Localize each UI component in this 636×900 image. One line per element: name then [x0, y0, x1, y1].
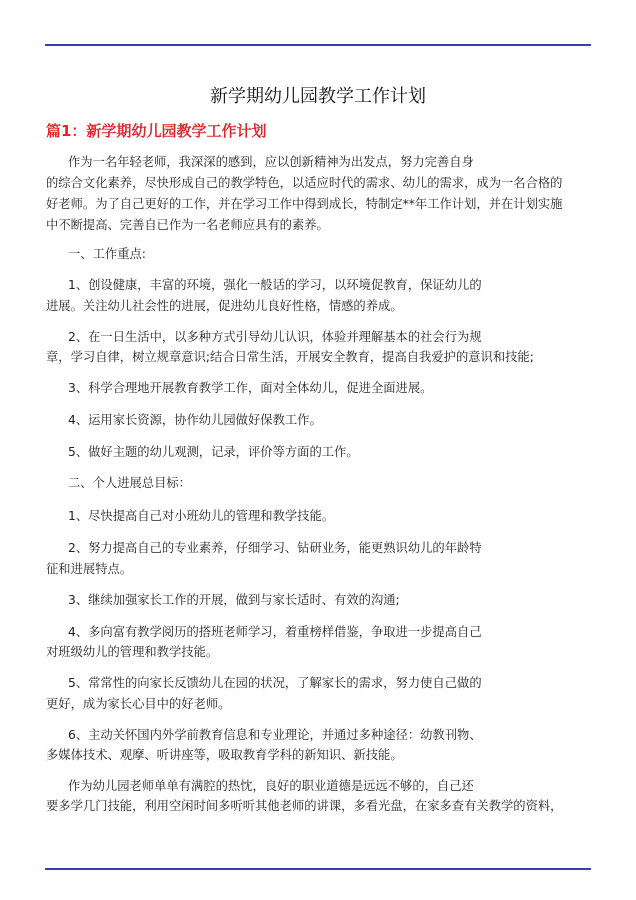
text-line: 4、多向富有教学阅历的搭班老师学习，着重榜样借鉴，争取进一步提高自己	[68, 625, 482, 639]
text-line: 多媒体技术、观摩、听讲座等，吸取教育学科的新知识、新技能。	[46, 748, 403, 762]
text-line: 3、继续加强家长工作的开展，做到与家长适时、有效的沟通;	[68, 593, 400, 607]
text-line: 征和进展特点。	[46, 562, 133, 576]
text-line: 1、尽快提高自己对小班幼儿的管理和教学技能。	[68, 509, 335, 523]
document-title: 新学期幼儿园教学工作计划	[210, 86, 426, 107]
text-line: 6、主动关怀国内外学前教育信息和专业理论，并通过多种途径：幼教刊物、	[68, 728, 482, 742]
text-line: 对班级幼儿的管理和教学技能。	[46, 645, 219, 659]
text-line: 的综合文化素养，尽快形成自己的教学特色，以适应时代的需求、幼儿的需求，成为一名合格的	[46, 176, 563, 190]
text-line: 作为一名年轻老师，我深深的感到，应以创新精神为出发点，努力完善自身	[68, 155, 474, 169]
text-line: 4、运用家长资源，协作幼儿园做好保教工作。	[68, 413, 322, 427]
text-line: 5、常常性的向家长反馈幼儿在园的状况，了解家长的需求，努力使自己做的	[68, 676, 482, 690]
text-line: 2、努力提高自己的专业素养，仔细学习、钻研业务，能更熟识幼儿的年龄特	[68, 541, 482, 555]
text-line: 章，学习自律，树立规章意识;结合日常生活，开展安全教育，提高自我爱护的意识和技能;	[46, 350, 534, 364]
top-rule	[45, 44, 591, 46]
text-line: 中不断提高、完善自已作为一名老师应具有的素养。	[46, 218, 329, 232]
text-line: 5、做好主题的幼儿观测，记录，评价等方面的工作。	[68, 445, 359, 459]
text-line: 1、创设健康，丰富的环境，强化一般话的学习，以环境促教育，保证幼儿的	[68, 278, 482, 292]
text-line: 作为幼儿园老师单单有满腔的热忱，良好的职业道德是远远不够的，自己还	[68, 779, 474, 793]
text-line: 一、工作重点:	[68, 247, 146, 261]
text-line: 好老师。为了自己更好的工作，并在学习工作中得到成长，特制定**年工作计划，并在计划实施	[46, 197, 563, 211]
bottom-rule	[45, 868, 591, 870]
section-heading: 篇1：新学期幼儿园教学工作计划	[46, 122, 267, 140]
text-line: 更好，成为家长心目中的好老师。	[46, 697, 231, 711]
text-line: 要多学几门技能，利用空闲时间多听听其他老师的讲课，多看光盘，在家多查有关教学的资料，	[46, 799, 563, 813]
text-line: 进展。关注幼儿社会性的进展，促进幼儿良好性格，情感的养成。	[46, 299, 403, 313]
text-line: 2、在一日生活中，以多种方式引导幼儿认识，体验并理解基本的社会行为规	[68, 330, 482, 344]
text-line: 二、个人进展总目标：	[68, 476, 191, 490]
text-line: 3、科学合理地开展教育教学工作，面对全体幼儿，促进全面进展。	[68, 381, 433, 395]
